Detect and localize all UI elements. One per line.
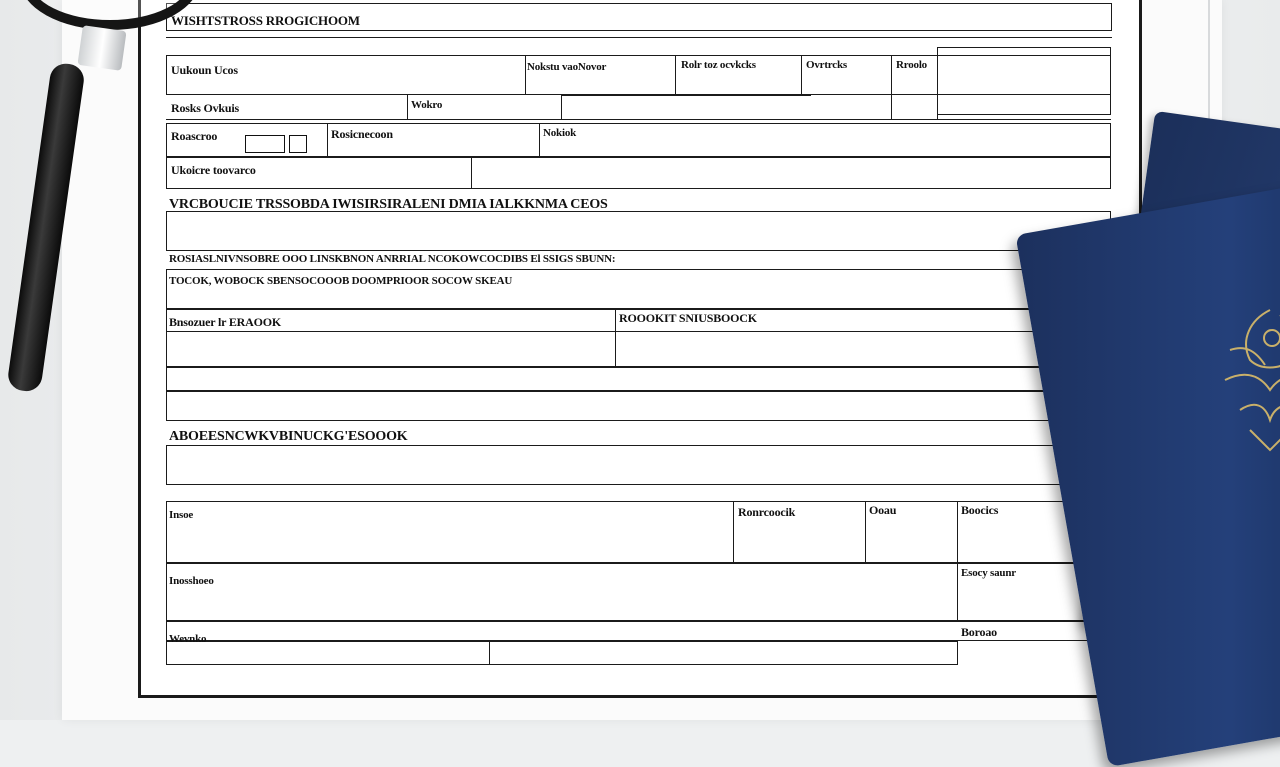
section2-field[interactable] bbox=[166, 269, 1111, 309]
bottom-col1-label: Insoe bbox=[169, 509, 194, 521]
field4-label: Ovrtrcks bbox=[806, 59, 847, 71]
photo-box bbox=[937, 47, 1111, 115]
section3-left-label: Bnsozuer lr ERAOOK bbox=[169, 315, 281, 329]
magnifier-collar bbox=[77, 25, 126, 71]
blank-row-2[interactable] bbox=[166, 391, 1111, 421]
row4-box bbox=[166, 157, 1111, 189]
section1-field[interactable] bbox=[166, 211, 1111, 251]
section4-field[interactable] bbox=[166, 445, 1111, 485]
row3-label1: Roascroo bbox=[171, 129, 218, 143]
application-form bbox=[138, 0, 1142, 698]
field2-label: Nokstu vaoNovor bbox=[527, 61, 607, 73]
section2-line2: TOCOK, WOBOCK SBENSOCOOOB DOOMPRIOOR SOCOW SKEAU bbox=[169, 275, 513, 287]
bottom-row4[interactable] bbox=[166, 641, 958, 665]
bottom-col2-label: Ronrcoocik bbox=[738, 505, 796, 519]
bottom-row3-left-label: Wevnko bbox=[169, 633, 207, 645]
bottom-row2-right-label: Esocy saunr bbox=[961, 567, 1016, 579]
row4-label1: Ukoicre toovarco bbox=[171, 163, 256, 177]
form-title: WISHTSTROSS RROGICHOOM bbox=[171, 13, 360, 28]
header-rule bbox=[166, 37, 1112, 38]
section2-line1: ROSIASLNIVNSOBRE OOO LINSKBNON ANRRIAL NCOKOWCOCDIBS El SSIGS SBUNN: bbox=[169, 253, 616, 265]
field3-label: Rolr toz ocvkcks bbox=[681, 59, 756, 71]
row3-box bbox=[166, 123, 1111, 157]
bottom-row3-right-label: Boroao bbox=[961, 625, 997, 639]
bottom-row2-left-label: Inosshoeo bbox=[169, 575, 214, 587]
row3-checkbox[interactable] bbox=[289, 135, 307, 153]
blank-row-1[interactable] bbox=[166, 367, 1111, 391]
section4-heading: ABOEESNCWKVBINUCKG'ESOOOK bbox=[169, 429, 408, 444]
field5-label: Rroolo bbox=[896, 59, 927, 71]
row3-label3: Nokiok bbox=[543, 127, 577, 139]
row2-label1: Rosks Ovkuis bbox=[171, 101, 239, 115]
section1-heading: VRCBOUCIE TRSSOBDA IWISIRSIRALENI DMIA IALKKNMA CEOS bbox=[169, 197, 608, 212]
bottom-col3-label: Ooau bbox=[869, 503, 897, 517]
row3-input-box[interactable] bbox=[245, 135, 285, 153]
row3-label2: Rosicnecoon bbox=[331, 127, 393, 141]
eagle-seal-icon bbox=[1210, 290, 1280, 470]
bottom-col4-label: Boocics bbox=[961, 503, 999, 517]
section3-right-label: ROOOKIT SNIUSBOOCK bbox=[619, 311, 757, 325]
row2-label2: Wokro bbox=[411, 99, 443, 111]
name-label: Uukoun Ucos bbox=[171, 63, 238, 77]
